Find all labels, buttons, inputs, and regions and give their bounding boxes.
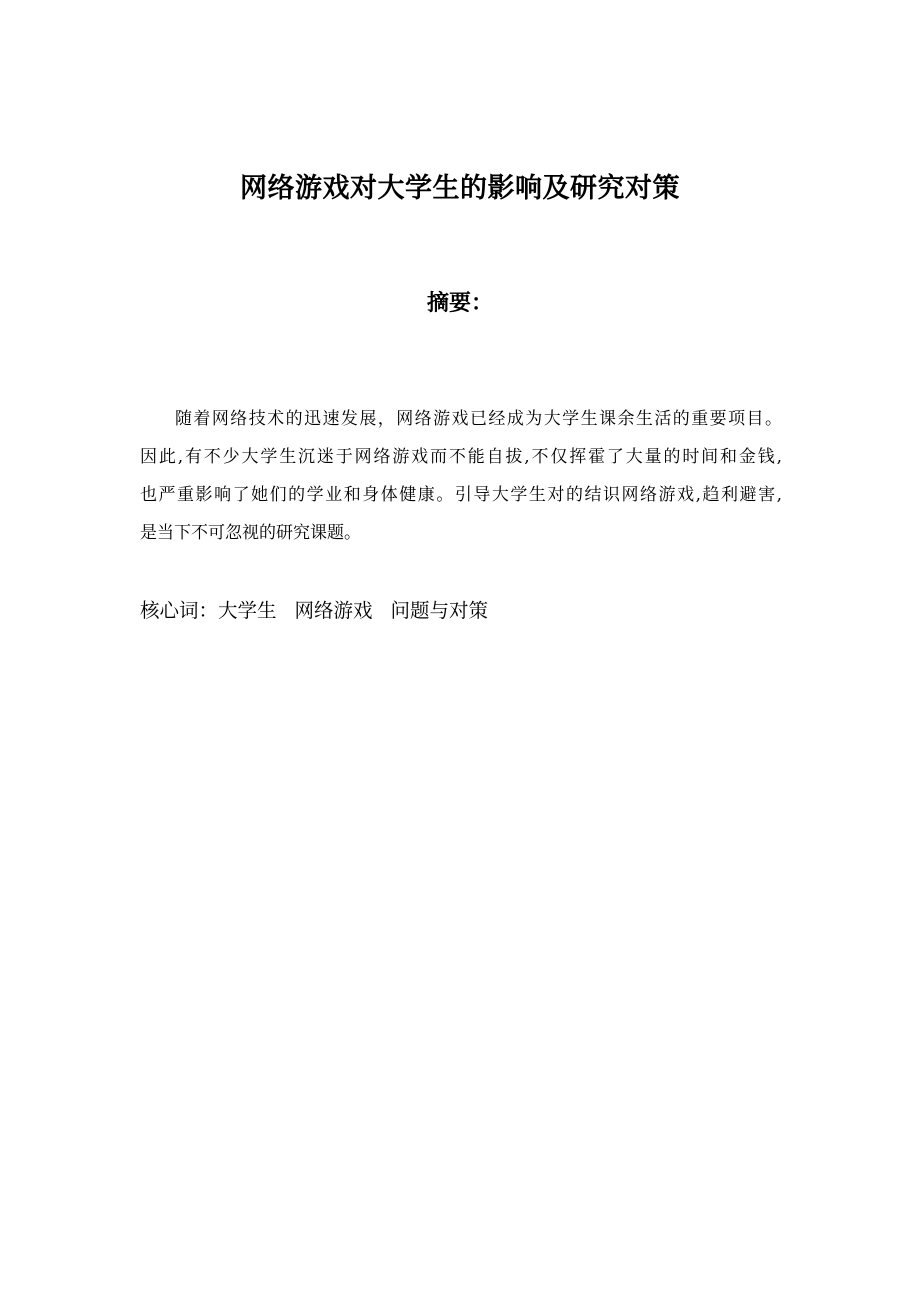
keywords [140, 595, 488, 623]
keyword: 问题与对策 [390, 599, 489, 622]
document-title: 网络游戏对大学生的影响及研究对策 [240, 173, 680, 204]
abstract-line: 是当下不可忽视的研究课题。 [140, 523, 361, 543]
abstract-line: 随着网络技术的迅速发展，网络游戏已经成为大学生课余生活的重要项目。 [175, 409, 782, 429]
keyword: 网络游戏 [294, 599, 373, 622]
abstract-heading: 摘要： [426, 291, 493, 316]
abstract-line: 因此,有不少大学生沉迷于网络游戏而不能自拔,不仅挥霍了大量的时间和金钱, [140, 447, 782, 467]
abstract-line: 也严重影响了她们的学业和身体健康。引导大学生对的结识网络游戏,趋利避害, [140, 485, 782, 505]
keyword: 大学生 [218, 599, 277, 622]
abstract-paragraph [140, 405, 782, 557]
keywords-label: 核心词： [140, 599, 219, 622]
